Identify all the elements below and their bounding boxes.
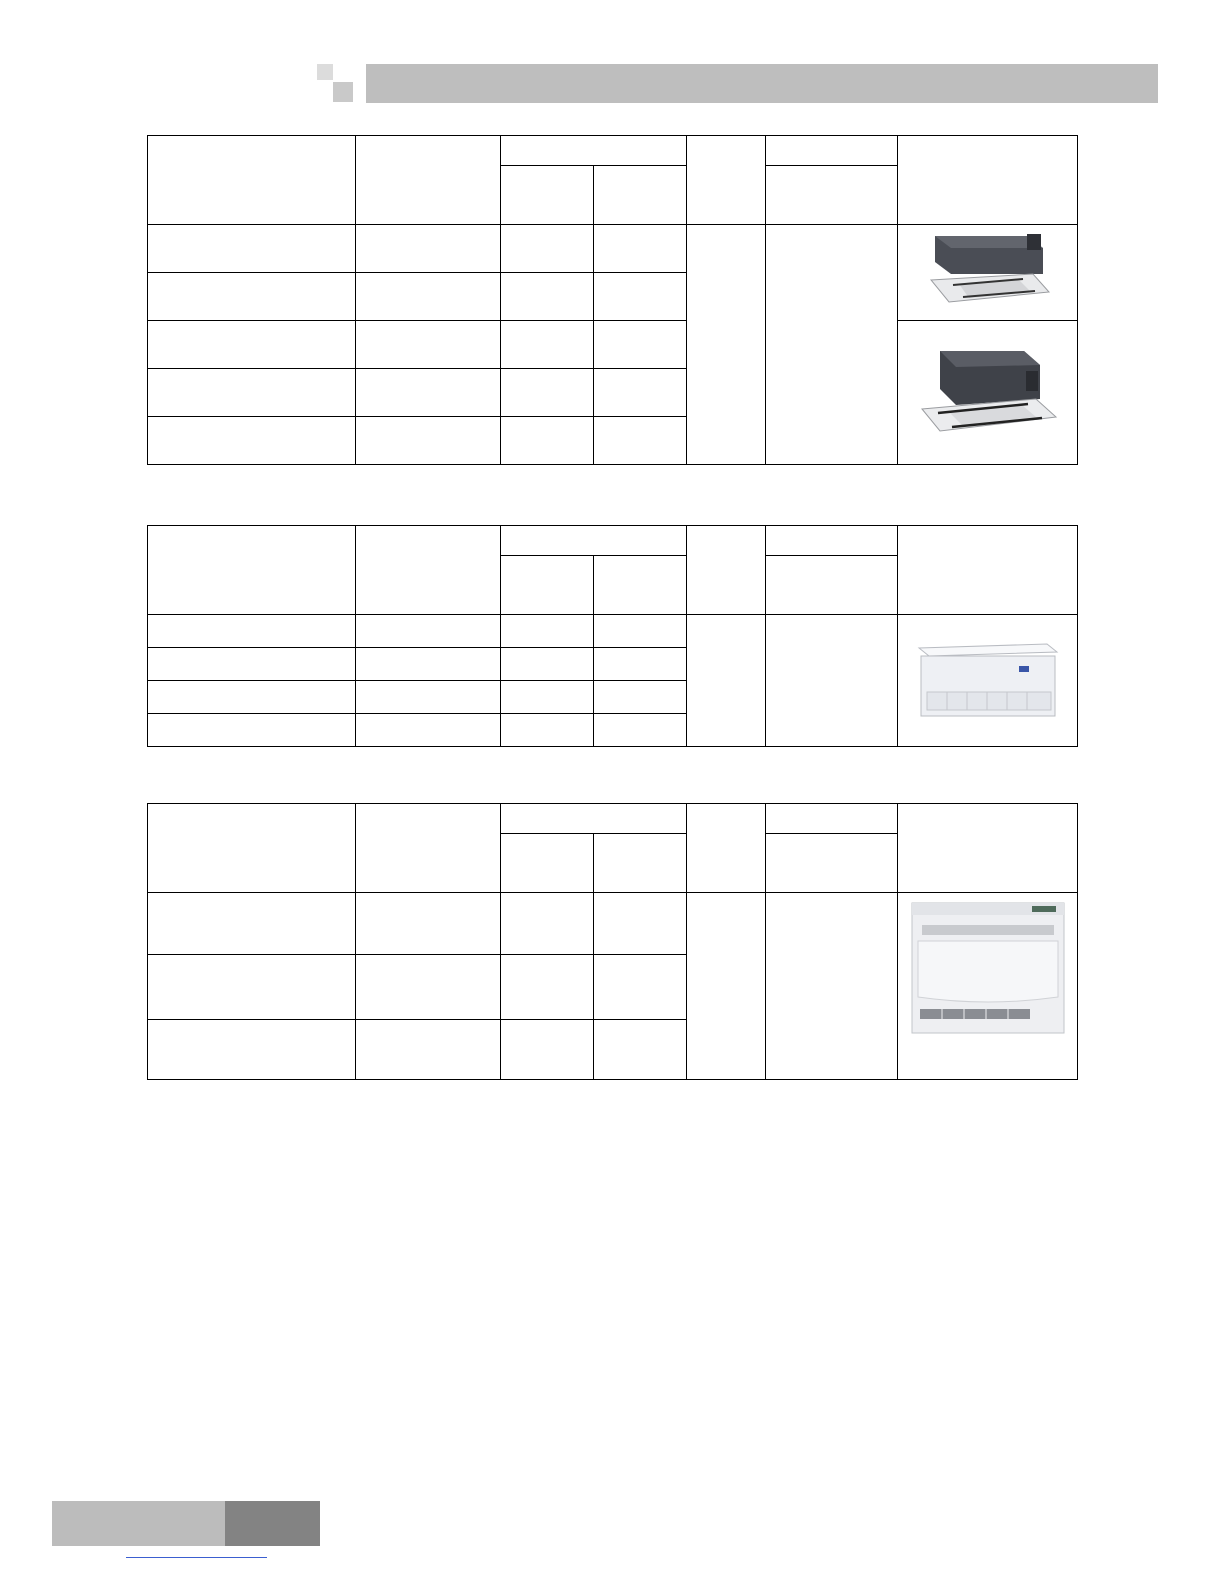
table-cell [148,955,356,1020]
table-cell [501,648,594,681]
table-cell [356,273,501,321]
table-row [148,321,1078,369]
table-cell [356,1020,501,1080]
table-row [148,615,1078,648]
table-cell [501,273,594,321]
table-cell [501,714,594,747]
header-cell [687,526,766,615]
footer-link-underline[interactable] [126,1557,267,1558]
table-cell [356,893,501,955]
table-cell [501,1020,594,1080]
table-cell [594,714,687,747]
table-console [147,803,1078,1080]
cassette-illustration [918,347,1058,439]
header-cell [356,526,501,615]
header-cell [898,804,1078,893]
table-cell [501,955,594,1020]
table-cell [148,1020,356,1080]
table-cell [594,681,687,714]
header-cell [594,556,687,615]
table-cell [356,714,501,747]
table-cell [148,714,356,747]
header-cell [501,526,687,556]
table-row [148,893,1078,955]
ceiling-floor-illustration [915,640,1061,722]
table-cell [356,369,501,417]
table-cell [501,321,594,369]
table-cell [687,893,766,1080]
header-square-light [317,64,333,80]
table-cell [594,417,687,465]
header-cell [687,136,766,225]
table-cell [594,955,687,1020]
header-cell [898,136,1078,225]
table-cell [766,893,898,1080]
table-cell [501,893,594,955]
header-cell [766,804,898,834]
header-cell [766,136,898,166]
header-cell [687,804,766,893]
header-cell [766,166,898,225]
table-cell [501,681,594,714]
footer-bar-dark [225,1501,320,1546]
header-cell [501,834,594,893]
compact-cassette-unit-image [898,225,1078,321]
table-cell [501,615,594,648]
table-row [148,225,1078,273]
table-cell [594,1020,687,1080]
header-cell [501,556,594,615]
cassette-unit-image [898,321,1078,465]
ceiling-floor-unit-image [898,615,1078,747]
table-cell [501,369,594,417]
compact-cassette-illustration [923,230,1053,316]
table-cell [356,615,501,648]
table-cell [501,225,594,273]
table-cell [356,681,501,714]
header-cell [501,136,687,166]
header-cell [356,804,501,893]
table-cell [594,273,687,321]
table-cell [356,321,501,369]
table-cell [148,615,356,648]
table-cell [594,225,687,273]
table-cell [594,321,687,369]
table-cell [501,417,594,465]
header-cell [148,804,356,893]
table-cell [766,615,898,747]
table-cell [148,225,356,273]
table-cell [148,648,356,681]
header-square-mid [333,82,353,102]
header-cell [766,556,898,615]
table-cell [356,225,501,273]
table-cell [356,417,501,465]
console-unit-image [898,893,1078,1080]
header-bar [366,64,1158,103]
table-cell [148,321,356,369]
footer-bar-light [52,1501,225,1546]
table-cell [594,648,687,681]
table-cassette [147,135,1078,465]
table-cell [594,615,687,648]
header-cell [501,804,687,834]
header-cell [594,166,687,225]
table-cell [148,893,356,955]
header-cell [766,526,898,556]
table-ceiling-floor [147,525,1078,747]
table-cell [594,369,687,417]
table-cell [148,273,356,321]
table-cell [148,681,356,714]
header-cell [594,834,687,893]
header-cell [148,526,356,615]
table-cell [594,893,687,955]
table-cell [766,225,898,465]
table-cell [148,417,356,465]
header-cell [898,526,1078,615]
table-cell [687,615,766,747]
table-cell [687,225,766,465]
table-cell [356,955,501,1020]
header-cell [356,136,501,225]
console-illustration [910,901,1066,1035]
table-cell [148,369,356,417]
header-cell [148,136,356,225]
header-cell [501,166,594,225]
header-cell [766,834,898,893]
table-cell [356,648,501,681]
